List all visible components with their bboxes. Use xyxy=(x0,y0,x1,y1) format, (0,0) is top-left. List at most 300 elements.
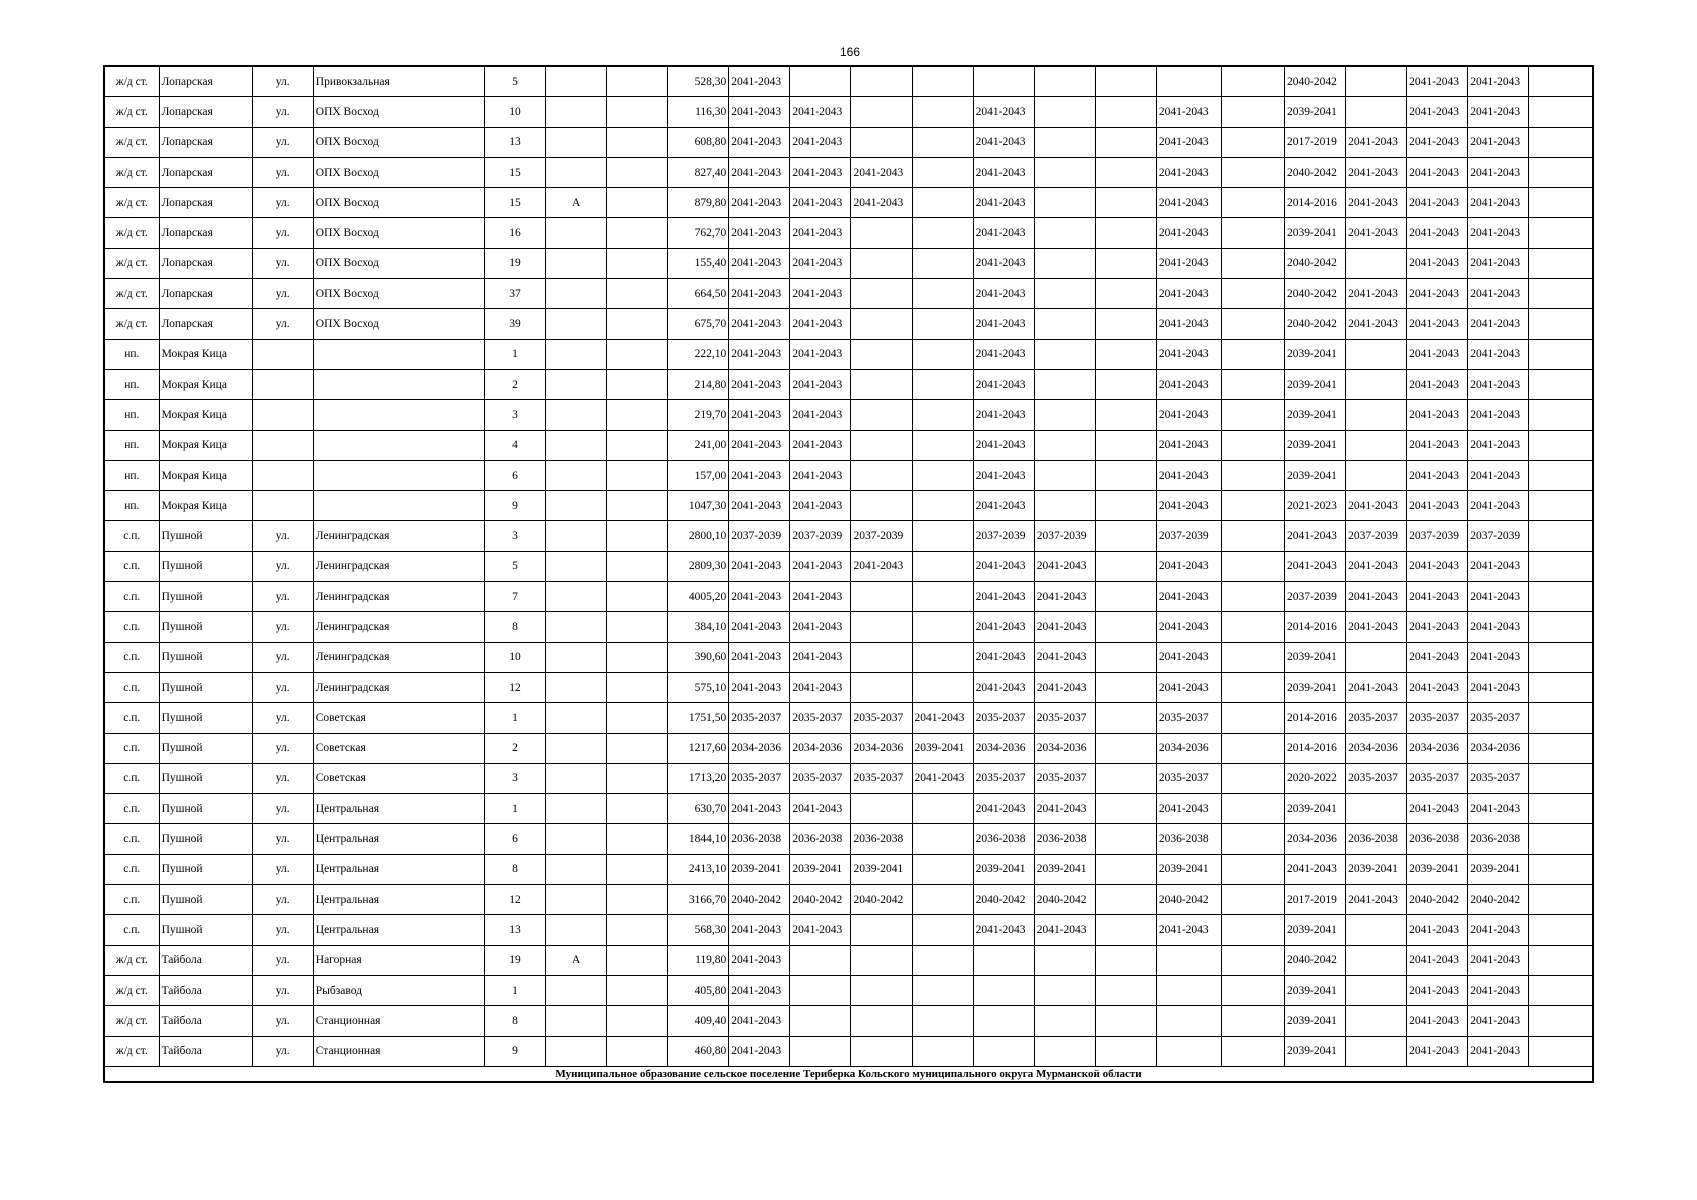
repair-period-cell: 2041-2043 xyxy=(973,339,1034,369)
repair-period-cell: 2041-2043 xyxy=(1346,127,1407,157)
repair-period-cell: 2041-2043 xyxy=(1407,1006,1468,1036)
repair-period-cell: 2041-2043 xyxy=(1407,915,1468,945)
repair-period-cell xyxy=(1221,612,1284,642)
area-cell: 1047,30 xyxy=(668,491,729,521)
repair-period-cell: 2040-2042 xyxy=(1156,885,1221,915)
empty-cell xyxy=(1529,763,1593,793)
repair-period-cell: 2041-2043 xyxy=(1156,794,1221,824)
repair-period-cell xyxy=(1034,127,1095,157)
house-number-cell: 19 xyxy=(484,945,545,975)
repair-period-cell: 2041-2043 xyxy=(1407,188,1468,218)
repair-period-cell xyxy=(1095,188,1156,218)
repair-period-cell: 2039-2041 xyxy=(1285,672,1346,702)
house-number-cell: 37 xyxy=(484,279,545,309)
repair-period-cell: 2041-2043 xyxy=(973,248,1034,278)
repair-period-cell: 2041-2043 xyxy=(973,97,1034,127)
street-cell xyxy=(313,339,484,369)
repair-period-cell: 2041-2043 xyxy=(729,279,790,309)
repair-period-cell: 2040-2042 xyxy=(1285,945,1346,975)
street-cell: Ленинградская xyxy=(313,551,484,581)
repair-period-cell: 2040-2042 xyxy=(1407,885,1468,915)
area-cell: 762,70 xyxy=(668,218,729,248)
repair-period-cell xyxy=(851,975,912,1005)
repair-period-cell: 2039-2041 xyxy=(1285,642,1346,672)
settlement-cell: Пушной xyxy=(159,915,252,945)
street-type-cell: ул. xyxy=(252,248,313,278)
repair-period-cell: 2041-2043 xyxy=(973,642,1034,672)
repair-period-cell: 2020-2022 xyxy=(1285,763,1346,793)
repair-period-cell: 2039-2041 xyxy=(729,854,790,884)
street-cell: ОПХ Восход xyxy=(313,248,484,278)
settlement-cell: Лопарская xyxy=(159,279,252,309)
table-row xyxy=(104,672,1593,702)
repair-period-cell: 2041-2043 xyxy=(1156,551,1221,581)
repair-period-cell: 2035-2037 xyxy=(1468,703,1529,733)
repair-period-cell: 2041-2043 xyxy=(1407,248,1468,278)
repair-period-cell: 2041-2043 xyxy=(1285,854,1346,884)
settlement-type-cell: ж/д ст. xyxy=(104,1006,159,1036)
settlement-type-cell: ж/д ст. xyxy=(104,127,159,157)
empty-cell xyxy=(1529,824,1593,854)
repair-period-cell: 2037-2039 xyxy=(973,521,1034,551)
repair-period-cell: 2041-2043 xyxy=(1407,460,1468,490)
repair-period-cell: 2041-2043 xyxy=(1156,612,1221,642)
repair-period-cell xyxy=(1095,885,1156,915)
repair-period-cell: 2041-2043 xyxy=(790,491,851,521)
repair-period-cell: 2041-2043 xyxy=(1346,188,1407,218)
repair-period-cell: 2041-2043 xyxy=(1407,945,1468,975)
repair-period-cell: 2041-2043 xyxy=(973,915,1034,945)
empty-cell xyxy=(607,66,668,97)
repair-period-cell: 2041-2043 xyxy=(1034,794,1095,824)
repair-period-cell: 2035-2037 xyxy=(973,763,1034,793)
repair-period-cell: 2041-2043 xyxy=(729,460,790,490)
repair-period-cell xyxy=(1034,188,1095,218)
repair-period-cell: 2040-2042 xyxy=(1468,885,1529,915)
repair-period-cell: 2041-2043 xyxy=(1468,612,1529,642)
street-type-cell: ул. xyxy=(252,733,313,763)
repair-period-cell: 2041-2043 xyxy=(1407,582,1468,612)
repair-period-cell: 2041-2043 xyxy=(790,551,851,581)
house-letter-cell xyxy=(546,1006,607,1036)
repair-period-cell xyxy=(1221,97,1284,127)
repair-period-cell xyxy=(851,369,912,399)
repair-period-cell xyxy=(912,157,973,187)
repair-period-cell: 2037-2039 xyxy=(1468,521,1529,551)
settlement-type-cell: с.п. xyxy=(104,612,159,642)
settlement-cell: Тайбола xyxy=(159,945,252,975)
repair-period-cell: 2041-2043 xyxy=(1034,582,1095,612)
repair-period-cell xyxy=(1095,369,1156,399)
house-letter-cell xyxy=(546,491,607,521)
repair-period-cell: 2041-2043 xyxy=(973,551,1034,581)
repair-period-cell: 2034-2036 xyxy=(1407,733,1468,763)
street-cell: ОПХ Восход xyxy=(313,188,484,218)
settlement-cell: Пушной xyxy=(159,582,252,612)
repair-period-cell: 2041-2043 xyxy=(1468,218,1529,248)
house-number-cell: 5 xyxy=(484,66,545,97)
repair-period-cell: 2041-2043 xyxy=(729,491,790,521)
repair-period-cell xyxy=(1095,400,1156,430)
repair-period-cell: 2035-2037 xyxy=(1346,703,1407,733)
table-row xyxy=(104,97,1593,127)
house-number-cell: 1 xyxy=(484,794,545,824)
repair-period-cell xyxy=(851,460,912,490)
street-type-cell: ул. xyxy=(252,97,313,127)
repair-period-cell xyxy=(1221,188,1284,218)
repair-period-cell xyxy=(1034,1036,1095,1066)
street-type-cell: ул. xyxy=(252,309,313,339)
repair-period-cell: 2041-2043 xyxy=(1407,66,1468,97)
area-cell: 827,40 xyxy=(668,157,729,187)
table-body xyxy=(104,66,1593,1082)
house-number-cell: 16 xyxy=(484,218,545,248)
repair-period-cell: 2041-2043 xyxy=(1468,188,1529,218)
street-cell: Центральная xyxy=(313,794,484,824)
repair-period-cell xyxy=(912,491,973,521)
repair-period-cell xyxy=(1221,460,1284,490)
repair-period-cell: 2041-2043 xyxy=(1468,1006,1529,1036)
repair-period-cell xyxy=(912,218,973,248)
house-number-cell: 10 xyxy=(484,97,545,127)
repair-period-cell: 2037-2039 xyxy=(790,521,851,551)
street-cell: Нагорная xyxy=(313,945,484,975)
repair-period-cell: 2041-2043 xyxy=(790,218,851,248)
house-number-cell: 1 xyxy=(484,339,545,369)
house-letter-cell xyxy=(546,521,607,551)
repair-period-cell: 2041-2043 xyxy=(1156,400,1221,430)
house-number-cell: 8 xyxy=(484,854,545,884)
repair-period-cell xyxy=(1221,824,1284,854)
repair-period-cell: 2041-2043 xyxy=(729,430,790,460)
empty-cell xyxy=(1529,248,1593,278)
repair-period-cell xyxy=(1095,248,1156,278)
repair-period-cell xyxy=(912,975,973,1005)
settlement-type-cell: ж/д ст. xyxy=(104,248,159,278)
repair-period-cell: 2036-2038 xyxy=(973,824,1034,854)
repair-period-cell: 2041-2043 xyxy=(729,551,790,581)
house-letter-cell: А xyxy=(546,945,607,975)
area-cell: 119,80 xyxy=(668,945,729,975)
empty-cell xyxy=(607,582,668,612)
repair-period-cell xyxy=(1346,642,1407,672)
settlement-type-cell: с.п. xyxy=(104,703,159,733)
repair-period-cell xyxy=(790,1036,851,1066)
house-number-cell: 4 xyxy=(484,430,545,460)
empty-cell xyxy=(1529,369,1593,399)
repair-period-cell xyxy=(912,460,973,490)
repair-period-cell xyxy=(1034,218,1095,248)
repair-period-cell: 2041-2043 xyxy=(1468,430,1529,460)
settlement-type-cell: нп. xyxy=(104,460,159,490)
repair-period-cell xyxy=(1221,551,1284,581)
settlement-type-cell: ж/д ст. xyxy=(104,1036,159,1066)
empty-cell xyxy=(607,703,668,733)
repair-period-cell xyxy=(1346,1006,1407,1036)
empty-cell xyxy=(1529,218,1593,248)
repair-period-cell xyxy=(973,975,1034,1005)
repair-period-cell: 2041-2043 xyxy=(1407,309,1468,339)
repair-period-cell xyxy=(1095,703,1156,733)
repair-period-cell: 2036-2038 xyxy=(1346,824,1407,854)
repair-period-cell xyxy=(851,582,912,612)
repair-period-cell: 2041-2043 xyxy=(1468,491,1529,521)
repair-period-cell: 2041-2043 xyxy=(1034,672,1095,702)
street-cell: Ленинградская xyxy=(313,582,484,612)
repair-period-cell xyxy=(851,612,912,642)
repair-period-cell xyxy=(912,127,973,157)
repair-period-cell: 2041-2043 xyxy=(1156,430,1221,460)
repair-period-cell xyxy=(1095,339,1156,369)
table-row xyxy=(104,521,1593,551)
repair-period-cell xyxy=(912,188,973,218)
empty-cell xyxy=(1529,127,1593,157)
street-type-cell: ул. xyxy=(252,612,313,642)
repair-period-cell: 2041-2043 xyxy=(790,339,851,369)
table-row xyxy=(104,975,1593,1005)
repair-period-cell: 2039-2041 xyxy=(1285,400,1346,430)
repair-period-cell: 2037-2039 xyxy=(1156,521,1221,551)
table-row xyxy=(104,460,1593,490)
repair-period-cell xyxy=(1095,582,1156,612)
repair-period-cell xyxy=(1034,157,1095,187)
repair-period-cell: 2041-2043 xyxy=(1407,430,1468,460)
repair-period-cell: 2039-2041 xyxy=(1285,339,1346,369)
area-cell: 2800,10 xyxy=(668,521,729,551)
repair-period-cell xyxy=(1221,248,1284,278)
house-letter-cell xyxy=(546,127,607,157)
street-type-cell: ул. xyxy=(252,824,313,854)
repair-period-cell: 2041-2043 xyxy=(790,460,851,490)
repair-period-cell xyxy=(1221,794,1284,824)
street-type-cell xyxy=(252,339,313,369)
repair-period-cell: 2041-2043 xyxy=(1468,309,1529,339)
repair-period-cell xyxy=(1095,127,1156,157)
repair-period-cell xyxy=(912,945,973,975)
settlement-type-cell: нп. xyxy=(104,400,159,430)
repair-period-cell xyxy=(1095,945,1156,975)
area-cell: 214,80 xyxy=(668,369,729,399)
house-letter-cell xyxy=(546,824,607,854)
repair-period-cell: 2034-2036 xyxy=(1156,733,1221,763)
settlement-type-cell: нп. xyxy=(104,339,159,369)
house-letter-cell xyxy=(546,460,607,490)
repair-period-cell: 2039-2041 xyxy=(1285,460,1346,490)
street-type-cell: ул. xyxy=(252,188,313,218)
repair-period-cell xyxy=(851,97,912,127)
repair-period-cell xyxy=(1221,491,1284,521)
repair-period-cell: 2035-2037 xyxy=(1407,763,1468,793)
settlement-type-cell: ж/д ст. xyxy=(104,188,159,218)
empty-cell xyxy=(1529,491,1593,521)
settlement-cell: Пушной xyxy=(159,794,252,824)
street-type-cell xyxy=(252,460,313,490)
repair-period-cell: 2041-2043 xyxy=(729,794,790,824)
settlement-type-cell: с.п. xyxy=(104,794,159,824)
house-letter-cell xyxy=(546,279,607,309)
area-cell: 1844,10 xyxy=(668,824,729,854)
area-cell: 2809,30 xyxy=(668,551,729,581)
empty-cell xyxy=(1529,66,1593,97)
empty-cell xyxy=(1529,551,1593,581)
repair-period-cell: 2041-2043 xyxy=(729,97,790,127)
street-type-cell: ул. xyxy=(252,703,313,733)
repair-period-cell: 2041-2043 xyxy=(973,612,1034,642)
settlement-cell: Тайбола xyxy=(159,1006,252,1036)
repair-period-cell xyxy=(1095,1006,1156,1036)
house-letter-cell: А xyxy=(546,188,607,218)
house-number-cell: 13 xyxy=(484,127,545,157)
repair-period-cell xyxy=(851,1006,912,1036)
repair-period-cell: 2041-2043 xyxy=(973,188,1034,218)
house-letter-cell xyxy=(546,733,607,763)
repair-period-cell: 2041-2043 xyxy=(729,157,790,187)
table-row xyxy=(104,733,1593,763)
empty-cell xyxy=(1529,885,1593,915)
street-cell xyxy=(313,491,484,521)
repair-period-cell xyxy=(1034,460,1095,490)
street-cell: Советская xyxy=(313,763,484,793)
street-cell: ОПХ Восход xyxy=(313,127,484,157)
empty-cell xyxy=(607,218,668,248)
repair-period-cell: 2041-2043 xyxy=(729,1006,790,1036)
street-cell xyxy=(313,460,484,490)
settlement-type-cell: нп. xyxy=(104,369,159,399)
repair-period-cell: 2041-2043 xyxy=(729,369,790,399)
repair-period-cell: 2041-2043 xyxy=(729,582,790,612)
house-number-cell: 15 xyxy=(484,188,545,218)
house-number-cell: 6 xyxy=(484,460,545,490)
repair-period-cell xyxy=(1156,1006,1221,1036)
repair-period-cell xyxy=(1034,279,1095,309)
street-type-cell xyxy=(252,400,313,430)
settlement-cell: Пушной xyxy=(159,763,252,793)
repair-period-cell: 2040-2042 xyxy=(973,885,1034,915)
repair-period-cell: 2039-2041 xyxy=(1285,794,1346,824)
repair-period-cell: 2035-2037 xyxy=(1346,763,1407,793)
house-number-cell: 3 xyxy=(484,763,545,793)
repair-period-cell xyxy=(1221,339,1284,369)
settlement-type-cell: с.п. xyxy=(104,824,159,854)
repair-period-cell xyxy=(1346,460,1407,490)
repair-period-cell xyxy=(1221,672,1284,702)
repair-period-cell: 2041-2043 xyxy=(1407,218,1468,248)
empty-cell xyxy=(607,400,668,430)
street-cell: Привокзальная xyxy=(313,66,484,97)
repair-period-cell: 2039-2041 xyxy=(1285,430,1346,460)
table-row xyxy=(104,188,1593,218)
house-letter-cell xyxy=(546,582,607,612)
street-type-cell: ул. xyxy=(252,885,313,915)
repair-period-cell: 2037-2039 xyxy=(1285,582,1346,612)
repair-period-cell: 2041-2043 xyxy=(912,763,973,793)
repair-period-cell xyxy=(1346,66,1407,97)
repair-period-cell xyxy=(1095,551,1156,581)
table-row xyxy=(104,218,1593,248)
page-number: 166 xyxy=(839,45,861,59)
settlement-type-cell: ж/д ст. xyxy=(104,218,159,248)
repair-period-cell: 2041-2043 xyxy=(1346,491,1407,521)
street-cell xyxy=(313,400,484,430)
repair-period-cell xyxy=(851,794,912,824)
repair-period-cell: 2041-2043 xyxy=(1346,218,1407,248)
repair-period-cell: 2041-2043 xyxy=(1034,612,1095,642)
repair-period-cell: 2041-2043 xyxy=(1346,551,1407,581)
empty-cell xyxy=(1529,975,1593,1005)
repair-period-cell: 2041-2043 xyxy=(1468,975,1529,1005)
area-cell: 3166,70 xyxy=(668,885,729,915)
empty-cell xyxy=(607,733,668,763)
table-row xyxy=(104,824,1593,854)
repair-period-cell: 2014-2016 xyxy=(1285,733,1346,763)
repair-period-cell: 2041-2043 xyxy=(790,369,851,399)
repair-period-cell: 2034-2036 xyxy=(1346,733,1407,763)
repair-period-cell: 2041-2043 xyxy=(851,188,912,218)
repair-period-cell: 2041-2043 xyxy=(790,127,851,157)
repair-period-cell: 2041-2043 xyxy=(1346,309,1407,339)
house-number-cell: 1 xyxy=(484,975,545,1005)
empty-cell xyxy=(607,551,668,581)
repair-period-cell xyxy=(790,945,851,975)
area-cell: 2413,10 xyxy=(668,854,729,884)
repair-period-cell: 2041-2043 xyxy=(973,582,1034,612)
street-cell: ОПХ Восход xyxy=(313,157,484,187)
repair-period-cell xyxy=(1095,763,1156,793)
repair-period-cell: 2041-2043 xyxy=(973,794,1034,824)
repair-period-cell xyxy=(912,672,973,702)
repair-period-cell xyxy=(851,430,912,460)
street-type-cell: ул. xyxy=(252,551,313,581)
repair-period-cell: 2041-2043 xyxy=(790,672,851,702)
repair-period-cell xyxy=(1221,975,1284,1005)
street-cell xyxy=(313,430,484,460)
street-cell: Центральная xyxy=(313,854,484,884)
settlement-cell: Пушной xyxy=(159,551,252,581)
repair-period-cell: 2037-2039 xyxy=(1346,521,1407,551)
table-row xyxy=(104,339,1593,369)
repair-period-cell: 2041-2043 xyxy=(1407,491,1468,521)
empty-cell xyxy=(607,612,668,642)
settlement-cell: Лопарская xyxy=(159,248,252,278)
settlement-type-cell: ж/д ст. xyxy=(104,975,159,1005)
empty-cell xyxy=(1529,460,1593,490)
repair-period-cell: 2039-2041 xyxy=(851,854,912,884)
repair-period-cell: 2035-2037 xyxy=(1156,703,1221,733)
repair-period-cell: 2014-2016 xyxy=(1285,188,1346,218)
street-type-cell: ул. xyxy=(252,672,313,702)
street-cell: ОПХ Восход xyxy=(313,279,484,309)
settlement-type-cell: ж/д ст. xyxy=(104,309,159,339)
repair-period-cell: 2041-2043 xyxy=(1407,642,1468,672)
repair-period-cell xyxy=(1095,430,1156,460)
repair-period-cell: 2041-2043 xyxy=(1407,127,1468,157)
repair-period-cell xyxy=(1346,430,1407,460)
settlement-type-cell: нп. xyxy=(104,430,159,460)
house-number-cell: 2 xyxy=(484,733,545,763)
settlement-cell: Лопарская xyxy=(159,188,252,218)
area-cell: 528,30 xyxy=(668,66,729,97)
house-number-cell: 3 xyxy=(484,400,545,430)
repair-period-cell: 2041-2043 xyxy=(1407,400,1468,430)
repair-period-cell xyxy=(1221,885,1284,915)
street-type-cell: ул. xyxy=(252,854,313,884)
area-cell: 460,80 xyxy=(668,1036,729,1066)
street-type-cell: ул. xyxy=(252,66,313,97)
repair-period-cell: 2041-2043 xyxy=(1156,672,1221,702)
empty-cell xyxy=(1529,339,1593,369)
repair-period-cell: 2041-2043 xyxy=(1156,642,1221,672)
table-row xyxy=(104,703,1593,733)
